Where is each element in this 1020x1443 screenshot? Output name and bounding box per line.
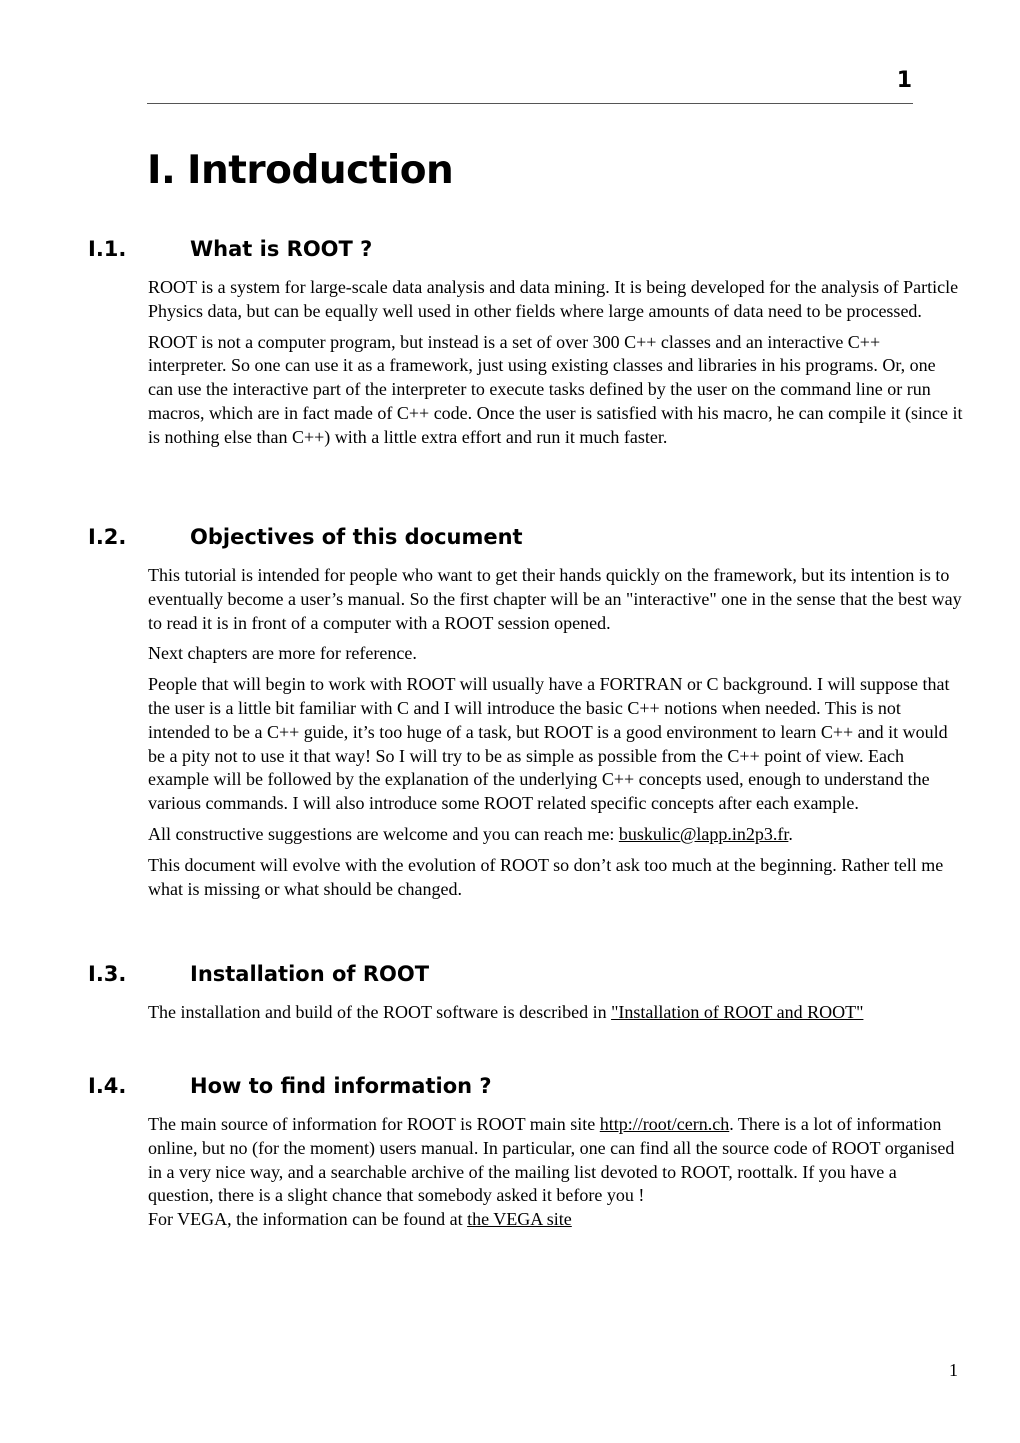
email-link[interactable]: buskulic@lapp.in2p3.fr bbox=[618, 823, 789, 844]
paragraph: This document will evolve with the evolution of ROOT so don’t ask too much at the beginning. Rather tell me what is missing or what should be changed. bbox=[148, 854, 944, 899]
section-number: I.4. bbox=[88, 1074, 127, 1098]
paragraph: ROOT is not a computer program, but instead is a set of over 300 C++ classes and an interactive C++ interpreter. So one can use it as a framework, just using existing classes and libraries in his programs. Or, one can use the interactive part of the interpreter to execute tasks defined by the user on the command line or run macros, which are in fact made of C++ code. Once the user is satisfied with his macro, he can compile it (since it is nothing else than C++) with a little extra effort and run it much faster. bbox=[148, 331, 963, 447]
section-title: Installation of ROOT bbox=[190, 962, 430, 986]
section-find-information bbox=[0, 1074, 1020, 1239]
section-heading bbox=[0, 962, 1020, 992]
paragraph: People that will begin to work with ROOT will usually have a FORTRAN or C background. I will suppose that the user is a little bit familiar with C and I will introduce the basic C++ notions when needed. This is not intended to be a C++ guide, it’s too huge of a task, but ROOT is a good environment to learn C++ and it would be a pity not to use it that way! So I will try to be as simple as possible from the C++ point of view. Each example will be followed by the explanation of the underlying C++ concepts used, enough to understand the various commands. I will also introduce some ROOT related specific concepts after each example. bbox=[148, 674, 950, 814]
section-objectives bbox=[0, 525, 1020, 908]
chapter-title bbox=[147, 148, 453, 193]
paragraph bbox=[148, 1113, 963, 1208]
vega-site-link[interactable]: the VEGA site bbox=[467, 1209, 572, 1230]
chapter-number: I. bbox=[147, 148, 176, 193]
paragraph bbox=[148, 1001, 963, 1025]
section-number: I.1. bbox=[88, 237, 127, 261]
section-what-is-root bbox=[0, 237, 1020, 457]
paragraph: Next chapters are more for reference. bbox=[148, 643, 417, 664]
paragraph-text: . bbox=[788, 823, 793, 844]
section-title: Objectives of this document bbox=[190, 525, 523, 549]
header-divider bbox=[147, 103, 913, 104]
paragraph bbox=[148, 1208, 963, 1232]
section-installation bbox=[0, 962, 1020, 1032]
paragraph-text: For VEGA, the information can be found at bbox=[148, 1209, 468, 1230]
section-heading bbox=[0, 525, 1020, 555]
footer-page-number: 1 bbox=[949, 1360, 958, 1380]
section-number: I.2. bbox=[88, 525, 127, 549]
section-title: What is ROOT ? bbox=[190, 237, 373, 261]
paragraph-contact bbox=[148, 823, 963, 847]
root-site-link[interactable]: http://root/cern.ch bbox=[599, 1114, 730, 1134]
paragraph-text: All constructive suggestions are welcome and you can reach me: bbox=[148, 823, 619, 844]
paragraph-text: The installation and build of the ROOT software is described in bbox=[148, 1002, 612, 1022]
paragraph: ROOT is a system for large-scale data analysis and data mining. It is being developed for the analysis of Particle Physics data, but can be equally well used in other fields where large amounts of data need to be processed. bbox=[148, 277, 959, 321]
section-number: I.3. bbox=[88, 962, 127, 986]
installation-link[interactable]: "Installation of ROOT and ROOT" bbox=[611, 1002, 864, 1022]
section-heading bbox=[0, 237, 1020, 267]
paragraph-text: The main source of information for ROOT is ROOT main site bbox=[148, 1114, 600, 1134]
paragraph-text: . There is a lot of information online, but no (for the moment) users manual. In particular, one can find all the source code of ROOT organised in a very nice way, and a searchable archive of the mailing list devoted to ROOT, roottalk. If you have a question, there is a slight chance that somebody asked it before you ! bbox=[148, 1114, 955, 1206]
header-page-number: 1 bbox=[896, 68, 912, 93]
paragraph: This tutorial is intended for people who want to get their hands quickly on the framework, but its intention is to eventually become a user’s manual. So the first chapter will be an "interactive" one in the sense that the best way to read it is in front of a computer with a ROOT session opened. bbox=[148, 565, 962, 633]
chapter-title-text: Introduction bbox=[187, 148, 454, 193]
section-title: How to find information ? bbox=[190, 1074, 492, 1098]
section-heading bbox=[0, 1074, 1020, 1104]
